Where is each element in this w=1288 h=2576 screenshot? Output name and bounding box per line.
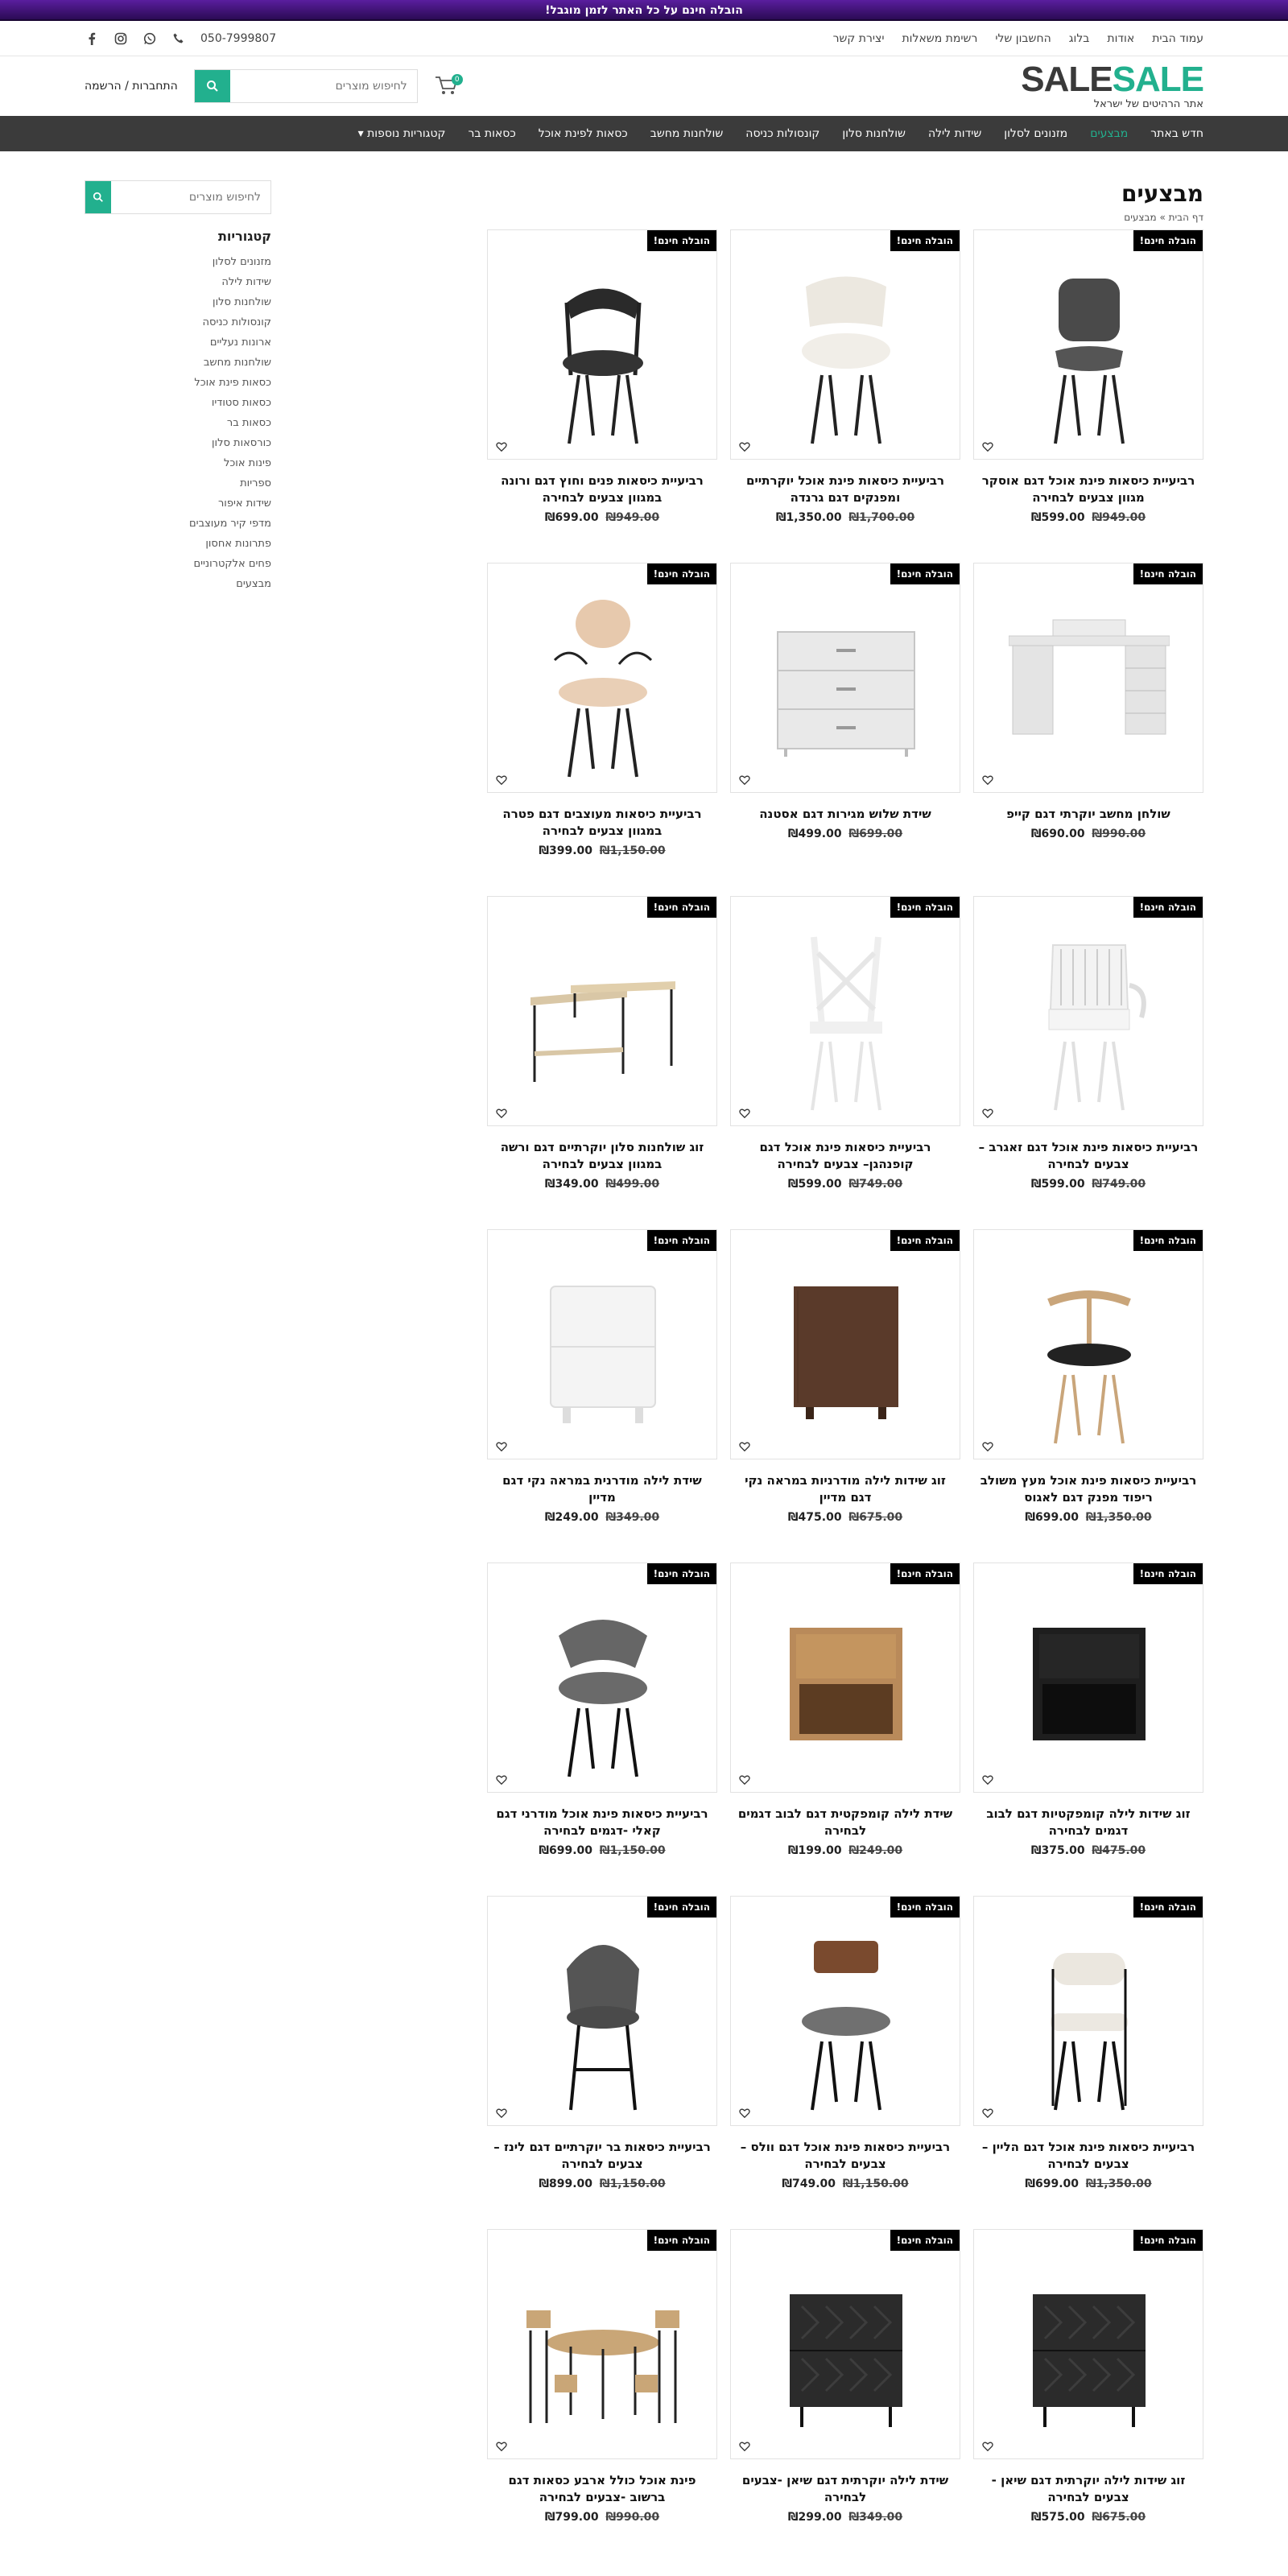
product-price	[487, 1178, 717, 1191]
product-name[interactable]: זוג שידות לילה יוקרתית דגם שיאן -צבעים לבחירה	[991, 2473, 1186, 2504]
wishlist-heart-icon[interactable]	[496, 1108, 507, 1119]
page-title: מבצעים	[1121, 180, 1203, 207]
product-name[interactable]: שידת לילה יוקרתית דגם שיאן -צבעים לבחירה	[741, 2473, 949, 2504]
promo-bar: הובלה חינם על כל האתר לזמן מוגבל!	[0, 0, 1288, 21]
product-photo	[1009, 1921, 1170, 2114]
nav-item-7[interactable]: כסאות לפינת אוכל	[538, 127, 628, 140]
product-price	[730, 828, 960, 840]
old-price: ₪1,350.00	[1085, 2178, 1152, 2190]
old-price: ₪990.00	[1092, 828, 1146, 840]
free-shipping-badge: הובלה חינם!	[1133, 2230, 1203, 2251]
product-photo	[1009, 1587, 1170, 1781]
product-card[interactable]	[973, 896, 1203, 1229]
top-link-5[interactable]: יצירת קשר	[832, 32, 885, 45]
old-price: ₪1,150.00	[599, 1844, 666, 1857]
sidebar-search	[85, 180, 271, 214]
wishlist-heart-icon[interactable]	[496, 1441, 507, 1452]
product-card[interactable]	[730, 1563, 960, 1896]
product-card[interactable]	[487, 229, 717, 563]
top-link-1[interactable]: אודות	[1107, 32, 1135, 45]
facebook-icon[interactable]	[85, 31, 99, 46]
free-shipping-badge: הובלה חינם!	[890, 1563, 960, 1584]
wishlist-heart-icon[interactable]	[496, 441, 507, 452]
product-price	[973, 2511, 1203, 2524]
wishlist-heart-icon[interactable]	[496, 774, 507, 786]
product-photo	[522, 1587, 683, 1781]
product-photo	[1009, 254, 1170, 448]
main-nav	[0, 116, 1288, 151]
old-price: ₪990.00	[605, 2511, 660, 2524]
product-card[interactable]	[973, 563, 1203, 896]
category-item[interactable]: מזנונים לסלון	[212, 256, 271, 268]
wishlist-heart-icon[interactable]	[982, 441, 993, 452]
product-photo	[522, 588, 683, 781]
category-item[interactable]: ספריות	[240, 477, 271, 489]
sidebar	[85, 180, 271, 2562]
nav-item-6[interactable]: שולחנות מחשב	[650, 127, 724, 140]
product-grid	[303, 229, 1203, 2562]
product-photo	[522, 254, 683, 448]
product-name[interactable]: זוג שידות לילה קומפקטיות דגם לבוב דגמים לבחירה	[986, 1806, 1191, 1838]
free-shipping-badge: הובלה חינם!	[890, 1230, 960, 1251]
product-name[interactable]: רביעיית כיסאות פינת אוכל דגם אוסקר מגוון צבעים לבחירה	[981, 473, 1195, 505]
free-shipping-badge: הובלה חינם!	[647, 2230, 716, 2251]
logo-part-1: SALE	[1021, 59, 1113, 99]
wishlist-heart-icon[interactable]	[982, 774, 993, 786]
old-price: ₪749.00	[1092, 1178, 1146, 1191]
product-price	[487, 2178, 717, 2190]
wishlist-heart-icon[interactable]	[982, 2107, 993, 2119]
category-item[interactable]: פחים אלקטרוניים	[193, 558, 271, 570]
free-shipping-badge: הובלה חינם!	[890, 897, 960, 918]
product-image[interactable]	[487, 1229, 717, 1459]
search-icon	[93, 192, 104, 203]
free-shipping-badge: הובלה חינם!	[890, 2230, 960, 2251]
sale-price: ₪699.00	[539, 1844, 593, 1857]
product-photo	[522, 1254, 683, 1447]
wishlist-heart-icon[interactable]	[739, 2441, 750, 2452]
old-price: ₪475.00	[1092, 1844, 1146, 1857]
product-photo	[1009, 2254, 1170, 2447]
product-name[interactable]: שולחן מחשב יוקרתי דגם קייפ	[1006, 807, 1170, 821]
site-logo[interactable]	[1021, 59, 1203, 110]
product-photo	[766, 588, 927, 781]
category-item[interactable]: כסאות פינת אוכל	[194, 377, 271, 389]
sale-price: ₪399.00	[539, 844, 593, 857]
old-price: ₪1,150.00	[599, 844, 666, 857]
sale-price: ₪749.00	[782, 2178, 836, 2190]
product-price	[487, 844, 717, 857]
product-name[interactable]: שידת שלוש מגירות דגם אסטנה	[759, 807, 931, 821]
product-name[interactable]: זוג שולחנות סלון יוקרתיים דגם ורשה במגוון צבעים לבחירה	[500, 1140, 704, 1171]
product-name[interactable]: רביעיית כיסאות פינת אוכל יוקרתיים ומפנקים דגם גרנדה	[745, 473, 945, 505]
product-name[interactable]: רביעיית כיסאות פינת אוכל דגם קופנהגן– צבעים לבחירה	[759, 1140, 931, 1171]
category-list	[85, 252, 271, 594]
nav-item-9[interactable]: קטגוריות נוספות ▾	[357, 127, 446, 140]
product-name[interactable]: שידת לילה מודרנית במראה נקי דגם מדיין	[502, 1473, 702, 1505]
product-name[interactable]: רביעיית כיסאות בר יוקרתיים דגם לינז – צבעים לבחירה	[493, 2140, 711, 2171]
phone-number[interactable]: 050-7999807	[200, 32, 277, 45]
product-card[interactable]	[487, 2229, 717, 2562]
product-name[interactable]: פינת אוכל כולל ארבע כסאות דגם ברשוב -צבעים לבחירה	[508, 2473, 696, 2504]
product-card[interactable]	[730, 563, 960, 896]
sale-price: ₪599.00	[1030, 1178, 1085, 1191]
main-content	[303, 180, 1203, 2562]
nav-item-1[interactable]: מבצעים	[1090, 127, 1129, 140]
sale-price: ₪349.00	[544, 1178, 599, 1191]
old-price: ₪349.00	[848, 2511, 903, 2524]
old-price: ₪1,700.00	[848, 511, 915, 524]
wishlist-heart-icon[interactable]	[496, 2441, 507, 2452]
nav-item-5[interactable]: קונסולות כניסה	[745, 127, 820, 140]
wishlist-heart-icon[interactable]	[982, 2441, 993, 2452]
old-price: ₪249.00	[848, 1844, 903, 1857]
category-item[interactable]: פינות אוכל	[224, 457, 271, 469]
product-card[interactable]	[730, 1229, 960, 1563]
product-price	[487, 511, 717, 524]
header-search	[194, 69, 418, 103]
product-image[interactable]	[487, 896, 717, 1126]
wishlist-heart-icon[interactable]	[739, 2107, 750, 2119]
wishlist-heart-icon[interactable]	[739, 1108, 750, 1119]
product-photo	[1009, 921, 1170, 1114]
category-item[interactable]: שולחנות מחשב	[203, 357, 271, 369]
product-image[interactable]	[730, 563, 960, 793]
free-shipping-badge: הובלה חינם!	[647, 1897, 716, 1918]
sale-price: ₪1,350.00	[775, 511, 842, 524]
wishlist-heart-icon[interactable]	[739, 441, 750, 452]
wishlist-heart-icon[interactable]	[982, 1441, 993, 1452]
product-price	[487, 2511, 717, 2524]
product-name[interactable]: רביעיית כיסאות פינת אוכל דגם וולס – צבעים לבחירה	[740, 2140, 951, 2171]
instagram-icon[interactable]	[114, 31, 128, 46]
nav-item-8[interactable]: כסאות בר	[468, 127, 516, 140]
free-shipping-badge: הובלה חינם!	[890, 1897, 960, 1918]
product-price	[730, 2511, 960, 2524]
product-card[interactable]	[973, 229, 1203, 563]
product-price	[730, 511, 960, 524]
phone-icon	[171, 31, 186, 46]
product-card[interactable]	[730, 896, 960, 1229]
sale-price: ₪599.00	[787, 1178, 842, 1191]
product-image[interactable]	[487, 563, 717, 793]
category-item[interactable]: כסאות סטודיו	[211, 397, 271, 409]
sale-price: ₪375.00	[1030, 1844, 1085, 1857]
sale-price: ₪249.00	[544, 1511, 599, 1524]
product-card[interactable]	[730, 229, 960, 563]
product-photo	[522, 921, 683, 1114]
sale-price: ₪690.00	[1030, 828, 1085, 840]
sale-price: ₪299.00	[787, 2511, 842, 2524]
free-shipping-badge: הובלה חינם!	[1133, 1563, 1203, 1584]
sale-price: ₪575.00	[1030, 2511, 1085, 2524]
category-item[interactable]: קונסולות כניסה	[202, 316, 271, 328]
category-item[interactable]: שידות לילה	[221, 276, 271, 288]
wishlist-heart-icon[interactable]	[739, 774, 750, 786]
product-card[interactable]	[973, 1563, 1203, 1896]
category-item[interactable]: שידות איפור	[217, 497, 271, 510]
sale-price: ₪699.00	[544, 511, 599, 524]
sale-price: ₪199.00	[787, 1844, 842, 1857]
sale-price: ₪499.00	[787, 828, 842, 840]
product-photo	[522, 2254, 683, 2447]
product-photo	[1009, 1254, 1170, 1447]
wishlist-heart-icon[interactable]	[739, 1774, 750, 1785]
category-item[interactable]: כסאות בר	[226, 417, 271, 429]
free-shipping-badge: הובלה חינם!	[647, 897, 716, 918]
old-price: ₪949.00	[605, 511, 660, 524]
product-image[interactable]	[487, 229, 717, 460]
top-link-0[interactable]: עמוד הבית	[1152, 32, 1203, 45]
product-image[interactable]	[487, 1896, 717, 2126]
old-price: ₪949.00	[1092, 511, 1146, 524]
product-name[interactable]: רביעיית כיסאות פינת אוכל דגם הליין – צבעים לבחירה	[981, 2140, 1195, 2171]
product-photo	[766, 1254, 927, 1447]
top-links	[833, 32, 1203, 45]
product-photo	[1009, 588, 1170, 781]
product-name[interactable]: רביעיית כיסאות פינת אוכל דגם זאגרב – צבעים לבחירה	[978, 1140, 1199, 1171]
product-price	[730, 2178, 960, 2190]
product-price	[487, 1511, 717, 1524]
product-name[interactable]: רביעיית כיסאות מעוצבים דגם פטרה במגוון צבעים לבחירה	[502, 807, 702, 838]
product-price	[730, 1178, 960, 1191]
product-price	[730, 1511, 960, 1524]
top-link-2[interactable]: בלוג	[1068, 32, 1090, 45]
product-card[interactable]	[973, 1896, 1203, 2229]
sale-price: ₪799.00	[544, 2511, 599, 2524]
old-price: ₪675.00	[848, 1511, 903, 1524]
sidebar-title: קטגוריות	[217, 229, 271, 244]
product-card[interactable]	[487, 1229, 717, 1563]
category-item[interactable]: כורסאות סלון	[211, 437, 271, 449]
product-price	[973, 1178, 1203, 1191]
product-name[interactable]: רביעיית כיסאות פינת אוכל מעץ משולב ריפוד מפנק דגם לאגוס	[980, 1473, 1197, 1505]
product-price	[973, 828, 1203, 840]
product-name[interactable]: שידת לילה קומפקטית דגם לבוב דגמים לבחירה	[737, 1806, 953, 1838]
product-card[interactable]	[487, 563, 717, 896]
old-price: ₪1,150.00	[842, 2178, 909, 2190]
sale-price: ₪899.00	[539, 2178, 593, 2190]
free-shipping-badge: הובלה חינם!	[1133, 1230, 1203, 1251]
old-price: ₪1,350.00	[1085, 1511, 1152, 1524]
cart-button[interactable]	[434, 74, 463, 98]
search-icon	[206, 80, 219, 93]
product-photo	[766, 2254, 927, 2447]
product-image[interactable]	[730, 2229, 960, 2459]
header-search-button[interactable]	[195, 70, 230, 102]
top-bar	[0, 21, 1288, 56]
product-photo	[766, 1921, 927, 2114]
top-link-4[interactable]: רשימת משאלות	[902, 32, 978, 45]
free-shipping-badge: הובלה חינם!	[1133, 1897, 1203, 1918]
wishlist-heart-icon[interactable]	[982, 1774, 993, 1785]
product-name[interactable]: רביעיית כיסאות פינת אוכל מודרני דגם קאלי -דגמים לבחירה	[496, 1806, 708, 1838]
product-card[interactable]	[487, 1563, 717, 1896]
sale-price: ₪475.00	[787, 1511, 842, 1524]
whatsapp-icon[interactable]	[142, 31, 157, 46]
login-link[interactable]: התחברות / הרשמה	[85, 80, 178, 93]
product-image[interactable]	[730, 229, 960, 460]
product-image[interactable]	[730, 896, 960, 1126]
product-image[interactable]	[973, 2229, 1203, 2459]
product-name[interactable]: זוג שידות לילה מודרניות במראה נקי דגם מדיין	[745, 1473, 946, 1505]
free-shipping-badge: הובלה חינם!	[890, 230, 960, 251]
product-card[interactable]	[487, 1896, 717, 2229]
breadcrumb[interactable]: דף הבית » מבצעים	[1124, 212, 1203, 223]
free-shipping-badge: הובלה חינם!	[890, 564, 960, 584]
product-image[interactable]	[973, 1896, 1203, 2126]
free-shipping-badge: הובלה חינם!	[1133, 564, 1203, 584]
old-price: ₪1,150.00	[599, 2178, 666, 2190]
sale-price: ₪599.00	[1030, 511, 1085, 524]
wishlist-heart-icon[interactable]	[496, 1774, 507, 1785]
nav-item-0[interactable]: חדש באתר	[1150, 127, 1203, 140]
product-price	[730, 1844, 960, 1857]
category-item[interactable]: ארונות נעליים	[209, 336, 271, 349]
product-image[interactable]	[487, 1563, 717, 1793]
wishlist-heart-icon[interactable]	[982, 1108, 993, 1119]
free-shipping-badge: הובלה חינם!	[1133, 230, 1203, 251]
free-shipping-badge: הובלה חינם!	[647, 1563, 716, 1584]
old-price: ₪349.00	[605, 1511, 660, 1524]
sale-price: ₪699.00	[1025, 1511, 1080, 1524]
product-card[interactable]	[973, 1229, 1203, 1563]
category-item[interactable]: שולחנות סלון	[213, 296, 271, 308]
free-shipping-badge: הובלה חינם!	[647, 564, 716, 584]
top-link-3[interactable]: החשבון שלי	[995, 32, 1051, 45]
product-image[interactable]	[973, 1229, 1203, 1459]
product-image[interactable]	[487, 2229, 717, 2459]
product-card[interactable]	[730, 2229, 960, 2562]
product-photo	[522, 1921, 683, 2114]
cart-count-badge: 0	[452, 74, 463, 85]
product-image[interactable]	[730, 1229, 960, 1459]
nav-item-2[interactable]: מזנונים לסלון	[1004, 127, 1068, 140]
product-image[interactable]	[973, 1563, 1203, 1793]
logo-tagline: אתר הרהיטים של ישראל	[1093, 97, 1203, 110]
product-image[interactable]	[730, 1563, 960, 1793]
sale-price: ₪699.00	[1025, 2178, 1080, 2190]
sidebar-search-button[interactable]	[85, 181, 111, 213]
product-card[interactable]	[973, 2229, 1203, 2562]
old-price: ₪699.00	[848, 828, 903, 840]
site-header	[0, 56, 1288, 116]
product-name[interactable]: רביעיית כיסאות פנים וחוץ דגם ורונה במגוון צבעים לבחירה	[501, 473, 704, 505]
old-price: ₪675.00	[1092, 2511, 1146, 2524]
free-shipping-badge: הובלה חינם!	[647, 230, 716, 251]
product-price	[973, 1511, 1203, 1524]
product-image[interactable]	[973, 896, 1203, 1126]
wishlist-heart-icon[interactable]	[496, 2107, 507, 2119]
product-price	[487, 1844, 717, 1857]
category-item[interactable]: מדפי קיר מעוצבים	[189, 518, 271, 530]
category-item[interactable]: פתרונות אחסון	[205, 538, 271, 550]
nav-item-4[interactable]: שולחנות סלון	[842, 127, 906, 140]
logo-part-2: SALE	[1112, 59, 1203, 99]
product-price	[973, 2178, 1203, 2190]
nav-item-3[interactable]: שידות לילה	[927, 127, 982, 140]
product-image[interactable]	[973, 563, 1203, 793]
sidebar-search-input[interactable]	[111, 181, 270, 213]
product-price	[973, 511, 1203, 524]
product-photo	[766, 921, 927, 1114]
product-image[interactable]	[973, 229, 1203, 460]
product-image[interactable]	[730, 1896, 960, 2126]
product-card[interactable]	[730, 1896, 960, 2229]
wishlist-heart-icon[interactable]	[739, 1441, 750, 1452]
free-shipping-badge: הובלה חינם!	[1133, 897, 1203, 918]
category-item[interactable]: מבצעים	[236, 578, 271, 590]
product-card[interactable]	[487, 896, 717, 1229]
product-price	[973, 1844, 1203, 1857]
free-shipping-badge: הובלה חינם!	[647, 1230, 716, 1251]
product-photo	[766, 1587, 927, 1781]
product-photo	[766, 254, 927, 448]
old-price: ₪749.00	[848, 1178, 903, 1191]
top-contact	[85, 31, 276, 46]
old-price: ₪499.00	[605, 1178, 660, 1191]
header-search-input[interactable]	[230, 70, 417, 102]
